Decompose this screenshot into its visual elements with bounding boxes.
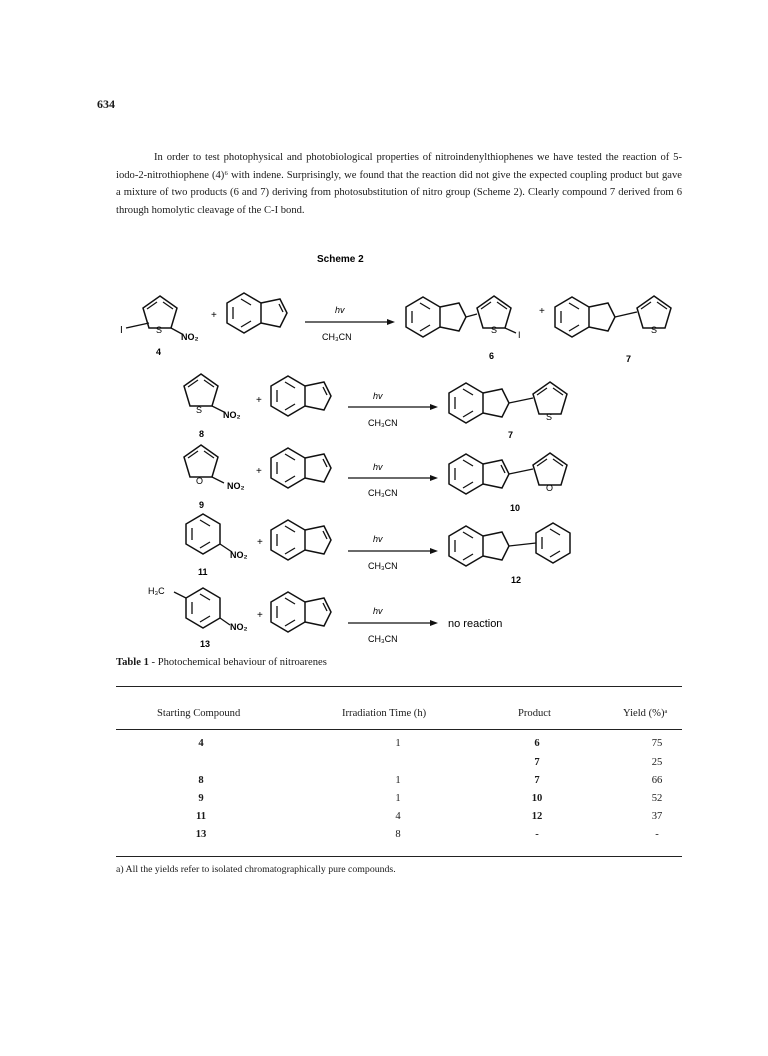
svg-text:7: 7: [508, 430, 514, 440]
svg-text:10: 10: [510, 503, 521, 513]
svg-text:+: +: [257, 610, 263, 621]
svg-text:CH₃CN: CH₃CN: [368, 418, 398, 428]
intro-paragraph: In order to test photophysical and photobiological properties of nitroindenylthiophenes we have tested the reaction of 5-iodo-2-nitrothiophene (4)⁶ with indene. Surprisingly, we found that the reaction did not give the expected coupling product but gave a mixture of two products (6 and 7) deriving from photosubstitution of nitro group (Scheme 2). Clearly compound 7 derived from 6 through homolytic cleavage of the C-I bond.: [116, 152, 682, 216]
header-yield: Yield (%)ᵃ: [623, 708, 668, 719]
no-reaction-label: no reaction: [448, 618, 503, 630]
table-header-rule: [116, 729, 682, 730]
scheme-title: Scheme 2: [317, 254, 364, 265]
svg-text:S: S: [546, 412, 553, 422]
svg-text:S: S: [156, 325, 163, 335]
svg-text:hv: hv: [373, 534, 383, 544]
reaction-row-3: [184, 445, 567, 513]
svg-text:+: +: [256, 395, 262, 406]
svg-text:4: 4: [156, 347, 162, 357]
svg-text:hv: hv: [335, 305, 345, 315]
svg-text:NO₂: NO₂: [227, 481, 245, 491]
svg-text:+: +: [539, 306, 545, 317]
table-caption: Table 1 - Photochemical behaviour of nitroarenes: [116, 657, 327, 668]
svg-text:12: 12: [511, 575, 522, 585]
svg-text:CH₃CN: CH₃CN: [368, 561, 398, 571]
svg-text:+: +: [211, 310, 217, 321]
table-top-rule: [116, 686, 682, 687]
svg-text:NO₂: NO₂: [181, 332, 199, 342]
svg-text:6: 6: [489, 351, 495, 361]
reaction-row-2: [184, 374, 567, 440]
svg-text:I: I: [518, 330, 521, 340]
svg-text:hv: hv: [373, 606, 383, 616]
header-starting-compound: Starting Compound: [157, 708, 241, 719]
svg-text:9: 9: [199, 500, 205, 510]
svg-text:NO₂: NO₂: [223, 410, 241, 420]
header-product: Product: [518, 708, 551, 719]
table-bottom-rule: [116, 856, 682, 857]
page-number: 634: [97, 97, 115, 111]
svg-text:CH₃CN: CH₃CN: [368, 634, 398, 644]
svg-text:H₃C: H₃C: [148, 586, 165, 596]
svg-text:11: 11: [198, 567, 208, 577]
svg-text:CH₃CN: CH₃CN: [368, 488, 398, 498]
svg-text:O: O: [546, 483, 554, 493]
svg-text:S: S: [651, 325, 658, 335]
svg-text:hv: hv: [373, 462, 383, 472]
reaction-row-5: [148, 586, 502, 649]
svg-text:+: +: [257, 537, 263, 548]
svg-text:hv: hv: [373, 391, 383, 401]
svg-text:NO₂: NO₂: [230, 622, 248, 632]
svg-text:+: +: [256, 466, 262, 477]
svg-text:O: O: [196, 476, 204, 486]
svg-text:NO₂: NO₂: [230, 550, 248, 560]
svg-text:13: 13: [200, 639, 211, 649]
table-footnote: a) All the yields refer to isolated chromatographically pure compounds.: [116, 864, 396, 875]
svg-text:8: 8: [199, 429, 205, 439]
header-irradiation-time: Irradiation Time (h): [342, 708, 427, 719]
reaction-row-1: [120, 293, 671, 364]
svg-text:S: S: [196, 405, 203, 415]
svg-text:S: S: [491, 325, 498, 335]
svg-text:7: 7: [626, 354, 632, 364]
svg-text:CH₃CN: CH₃CN: [322, 332, 352, 342]
reaction-row-4: [186, 514, 570, 585]
svg-text:I: I: [120, 325, 123, 336]
